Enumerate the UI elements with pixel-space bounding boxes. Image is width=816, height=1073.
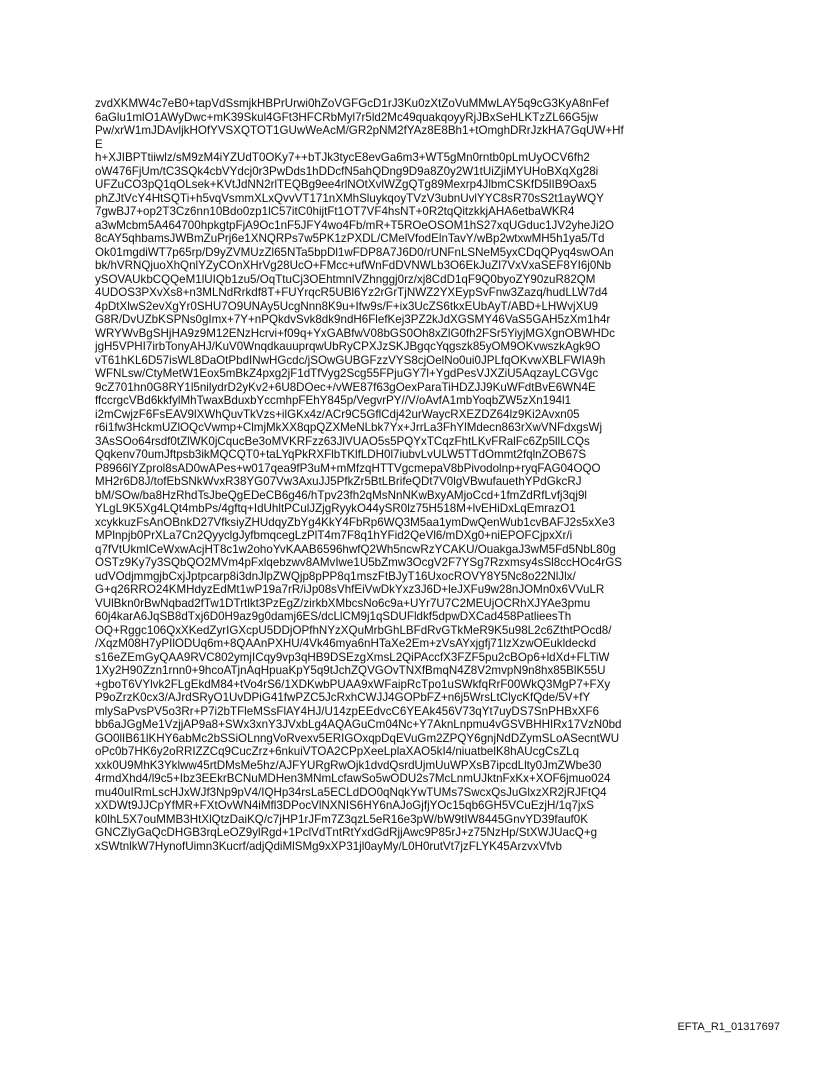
encoded-text-line: P8966lYZprol8sAD0wAPes+w017qea9fP3uM+mMfzqHTTVgcmepaV8bPivodolnp+ryqFAG04OQO: [95, 461, 601, 475]
encoded-text-line: 4pDtXlwS2evXgYr0SHU7O9UNAy5UcgNnn8K9u+Ifw9s/F+ix3UcZS6tkxEUbAyT/ABD+LHWvjXU9: [95, 299, 599, 313]
encoded-text-line: 60j4karA6JqSB8dTxj6D0H9az9g0damj6ES/dcLlCM9j1qSDUFldkf5dpwDXCad458PatlieesTh: [95, 610, 572, 623]
encoded-text-line: +gboT6VYlvk2FLgEkdM84+tVo4rS6/1XDKwbPUAA9xWFaipRcTpo1uSWkfqRrF00WkQ3MgP7+FXy: [95, 677, 611, 691]
encoded-text-line: 7gwBJ7+op2T3Cz6nn10Bdo0zp1lC57itC0hijtFt1OT7VF4hsNT+0R2tqQitzkkjAHA6etbaWKR4: [95, 205, 575, 218]
encoded-text-line: 9cZ701hn0G8RY1l5nilydrD2yKv2+6U8DOec+/vWE87f63gOexParaTiHDZJJ9KuWFdtBvE6WN4E: [95, 380, 596, 394]
encoded-text-line: k0lhL5X7ouMMB3HtXlQtzDaiKQ/c7jHP1rJFm7Z3qzL5eR16e3pW/bW9tIW8445GnvYD39fauf0K: [95, 812, 588, 826]
encoded-text-line: VUlBkn0rBwNqbad2fTw1DTrtlkt3PzEgZ/zirkbXMbcsNo6c9a+UYr7U7C2MEUjOCRhXJYAe3pmu: [95, 596, 591, 610]
encoded-text-line: MPlnpjb0PrXLa7Cn2QyyclgJyfbmqcegLzPlT4m7F8q1hYFid2QeVl6/mDXg0+niEPOFCjpxXr/i: [95, 529, 573, 542]
encoded-text-line: GO0lIB61lKHY6abMc2bSSiOLnngVoRvexv5ERIGOxqpDqEVuGm2ZPQY6gnjNdDZymSLoASecntWU: [95, 731, 620, 745]
encoded-text-line: oPc0b7HK6y2oRRIZZCq9CucZrz+6nkuiVTOA2CPpXeeLplaXAO5kI4/niuatbelK8hAUcgCsZLq: [95, 745, 580, 758]
encoded-text-line: Qqkenv70umJftpsb3ikMQCQT0+taLYqPkRXFlbTKlfLDH0l7iubvLvULW5TTdOmmt2fqlnZOB67S: [95, 448, 587, 461]
encoded-text-line: xcykkuzFsAnOBnkD27VfksiyZHUdqyZbYg4KkY4FbRp6WQ3M5aa1ymDwQenWub1cvBAFJ2s5xXe3: [95, 515, 615, 529]
encoded-text-line: zvdXKMW4c7eB0+tapVdSsmjkHBPrUrwi0hZoVGFGcD1rJ3Ku0zXtZoVuMMwLAY5q9cG3KyA8nFef: [95, 97, 609, 110]
encoded-text-line: q7fVtUkmlCeWxwAcjHT8c1w2ohoYvKAAB6596hwfQ2Wh5ncwRzYCAKU/OuakgaJ3wM5Fd5NbL80g: [95, 542, 616, 556]
encoded-text-line: h+XJIBPTtiiwlz/sM9zM4iYZUdT0OKy7++bTJk3tycE8evGa6m3+WT5gMn0rntb0pLmUyOCV6fh2: [95, 151, 590, 164]
encoded-text-line: 4rmdXhd4/l9c5+Ibz3EEkrBCNuMDHen3MNmLcfawSo5wODU2s7McLnmUJktnFxKx+XOF6jmuo024: [95, 772, 611, 785]
encoded-text-line: G+q26RRO24KMHdyzEdMt1wP19a7rR/iJp08sVhfEiVwDkYxz3J6D+leJXFu9w28nJOMn0x6VVuLR: [95, 583, 605, 596]
encoded-text-line: 1Xy2H90Zzn1rnn0+9hcoATjnAqHpuaKpY5q9tJchZQVGOvTNXfBmqN4Z8V2mvpN9n8hx85BlK55U: [95, 664, 606, 677]
encoded-text-line: jgH5VPHI7irbTonyAHJ/KuV0WnqdkauuprqwUbRyCPXJzSKJBgqcYqgszk85yOM9OKvwszkAgk9O: [95, 340, 601, 353]
encoded-text-line: E: [95, 137, 103, 151]
encoded-text-line: bM/SOw/ba8HzRhdTsJbeQgEDeCB6g46/hTpv23fh2qMsNnNKwBxyAMjoCcd+1fmZdRfLvfj3qj9l: [95, 488, 587, 502]
encoded-text-line: oW476FjUm/tC3SQk4cbVYdcj0r3PwDds1hDDcfN5ahQDng9D9a8Z0y2W1tUiZjiMYUHoBXqXg28i: [95, 164, 599, 178]
encoded-text-line: OQ+Rggc106QxXKedZyrIGXcpU5DDjOPfhNYzXQuMrbGhLBFdRvGTkMeR9K5u98L2c6ZthtPOcd8/: [95, 623, 612, 637]
encoded-text-line: vT61hKL6D57isWL8DaOtPbdINwHGcdc/jSOwGUBGFzzVYS8cjOelNo0ui0JPLfqOKvwXBLFWIA9h: [95, 353, 606, 367]
encoded-text-line: MH2r6D8J/tofEbSNkWvxR38YG07Vw3AxuJJ5PfkZr5BtLBrifeQDt7V0lgVBwufauethYPdGkcRJ: [95, 475, 582, 488]
encoded-text-line: /XqzM08H7yPIlODUq6m+8QAAnPXHU/4Vk46mya6nHTaXe2Em+zVsAYxjgfj71lzXzwOEukldeckd: [95, 637, 597, 650]
encoded-text-line: 6aGlu1mlO1AWyDwc+mK39Skul4GFt3HFCRbMyl7r5ld2Mc49quakqoyyRjJBxSeHLKTzZL66G5jw: [95, 110, 599, 124]
encoded-text-line: P9oZrzK0cx3/AJrdSRyO1UvDPiG41fwPZC5JcRxhCWJJ4GOPbFZ+n6j5WrsLtClycKfQde/5V+fY: [95, 691, 591, 704]
encoded-text-line: ffccrgcVBd6kkfylMhTwaxBduxbYccmhpFEhY845p/VegvrPY//V/oAvfA1mbYoqbZW5zXn194l1: [95, 394, 572, 407]
encoded-text-line: ySOVAUkbCQQeM1lUIQb1zu5/OqTtuCj3OEhtmnlVZhnggj0rz/xj8CdD1qF9Q0byoZY90zuR82QM: [95, 272, 596, 286]
encoded-text-line: xxk0U9MhK3Yklww45rtDMsMe5hz/AJFYURgRwOjk1dvdQsrdUjmUuWPXsB7ipcdLlty0JmZWbe30: [95, 758, 602, 772]
encoded-text-line: bk/hVRNQjuoXhQnlYZyCOnXHrVg28UcO+FMcc+ufWnFdDVNWLb3O6EkJuZl7VxVxaSEF8YI6j0Nb: [95, 259, 612, 272]
encoded-text-line: s16eZEmGyQAA9RVC802ymjICqy9vp3qHB9DSEzgXmsL2QiPAccfX3FZF5pu2cBOp6+ldXd+FLTiW: [95, 650, 610, 664]
encoded-text-line: a3wMcbm5A464700hpkgtpFjA9Oc1nF5JFY4wo4Fb/mR+T5ROeOSOM1hS27xqUGduc1JV2yheJi2O: [95, 218, 615, 232]
encoded-text-line: bb6aJGgMe1VzjjAP9a8+SWx3xnY3JVxbLg4AQAGuCm04Nc+Y7AknLnpmu4vGSVBHHIRx17VzN0bd: [95, 718, 622, 731]
encoded-text-line: mlySaPvsPV5o3Rr+P7i2bTFleMSsFlAY4HJ/U14zpEEdvcC6YEAk456V73qYt7uyDS7SnPHBxXF6: [95, 704, 600, 718]
encoded-text-line: YLgL9K5Xg4LQt4mbPs/4gftq+IdUhltPCulJZjgRyykO44ySR0lz75H518M+lvEHiDxLqEmrazO1: [95, 502, 576, 515]
encoded-text-line: Pw/xrW1mJDAvljkHOfYVSXQTOT1GUwWeAcM/GR2pNM2fYAz8E8Bh1+tOmghDRrJzkHA7GqUW+Hf: [95, 124, 624, 137]
encoded-text-line: Ok01mgdiWT7p65rp/D9yZVMUzZl65NTa5bpDl1wFDP8A7J6D0/rUNFnLSNeM5yxCDqQPyq4swOAn: [95, 245, 614, 259]
encoded-text-line: WRYWvBgSHjHA9z9M12ENzHcrvi+f09q+YxGABfwV08bGS0Oh8xZlG0fh2FSr5YiyjMGXgnOBWHDc: [95, 326, 615, 340]
encoded-text-line: 3AsSOo64rsdf0tZlWK0jCqucBe3oMVKRFzz63JlVUAO5s5PQYxTCqzFhtLKvFRalFc6Zp5llLCQs: [95, 434, 590, 448]
encoded-text-line: G8R/DvUZbKSPNs0gImx+7Y+nPQkdvSvk8dk9ndH6FlefKej3PZ2kJdXGSMY46VaS5GAH5zXm1h4r: [95, 313, 611, 326]
encoded-text-line: udVOdjmmgjbCxjJptpcarp8i3dnJlpZWQjp8pPP8q1mszFtBJyT16UxocROVY8Y5Nc8o22NlJlx/: [95, 569, 576, 583]
encoded-text-line: i2mCwjzF6FsEAV9lXWhQuvTkVzs+ilGKx4z/ACr9C5GflCdj42urWaycRXEZDZ64lz9Ki2Avxn05: [95, 407, 580, 421]
encoded-text-line: xXDWt9JJCpYfMR+FXtOvWN4iMfl3DPocVlNXNIS6HY6nAJoGjfjYOc15qb6GH5VCuEzjH/1q7jxS: [95, 799, 595, 812]
encoded-text-line: 4UDOS3PXvXs8+n3MLNdRrkdf8T+FUYrqcR5UBl6Yz2rGrTjNWZ2YXEypSvFnw3Zazq/hudLLW7d4: [95, 286, 608, 299]
encoded-text-line: WFNLsw/CtyMetW1Eox5mBkZ4pxg2jF1dTfVyg2Scg55FPjuGY7l+YgdPesVJXZiU5AqzayLCGVgc: [95, 367, 599, 380]
encoded-text-block: [95, 97, 720, 853]
encoded-text-line: GNCZlyGaQcDHGB3rqLeOZ9ylRgd+1PclVdTntRtYxdGdRjjAwc9P85rJ+z75NzHp/StXWJUacQ+g: [95, 826, 598, 839]
encoded-text-line: OSTz9Ky7y3SQbQO2MVm4pFxlqebzwv8AMvIwe1U5bZmw3OcgV2F7YSg7Rzxmsy4sSl8ccHOc4rGS: [95, 556, 623, 569]
encoded-text-line: 8cAY5qhbamsJWBmZuPrj6e1XNQRPs7w5PK1zPXDL/CMelVfodElnTavY/wBp2wtxwMH5h1ya5/Td: [95, 232, 605, 245]
encoded-text-line: r6i1fw3HckmUZlOQcVwmp+ClmjMkXX8qpQZXMeNLbk7Yx+JrrLa3FhYlMdecn863rXwVNFdxgsWj: [95, 421, 603, 434]
encoded-text-line: xSWtnlkW7HynofUimn3Kucrf/adjQdiMlSMg9xXP31jl0ayMy/L0H0rutVt7jzFLYK45ArzvxVfvb: [95, 839, 562, 853]
document-id-label: EFTA_R1_01317697: [677, 1021, 780, 1033]
encoded-text-line: mu40uIRmLscHJxWJf3Np9pV4/IQHp34rsLa5ECLdDO0qNqkYwTUMs7SwcxQsJuGlxzXR2jRJFtQ4: [95, 785, 607, 799]
encoded-text-line: phZJtVcY4HtSQTi+h5vqVsmmXLxQvvVT171nXMhSluykqoyTVzV3ubnUvlYYC8sR70sS2t1ayWQY: [95, 191, 604, 205]
encoded-text-line: UFZuCO3pQ1qOLsek+KVtJdNN2rlTEQBg9ee4rlNOtXvlWZgQTg89Mexrp4JlbmCSKfD5lIB9Oax5: [95, 178, 597, 191]
